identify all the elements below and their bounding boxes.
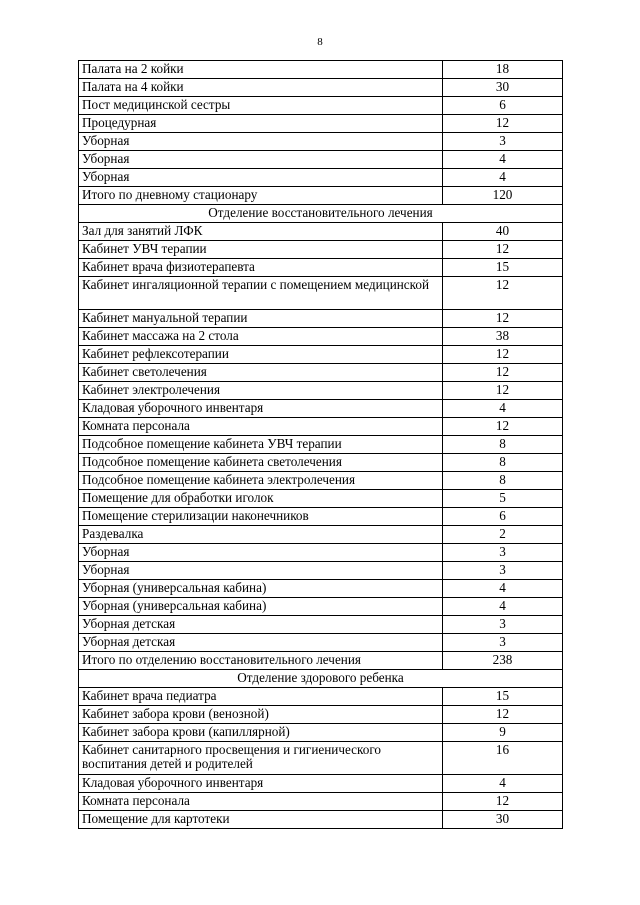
room-name: Уборная	[79, 133, 443, 151]
room-area: 4	[443, 580, 563, 598]
room-name: Кабинет электролечения	[79, 382, 443, 400]
table-row	[79, 793, 563, 811]
table-row	[79, 61, 563, 79]
room-area: 12	[443, 418, 563, 436]
table-row	[79, 490, 563, 508]
room-name: Кабинет ингаляционной терапии с помещением медицинской	[79, 277, 443, 310]
table-row	[79, 277, 563, 310]
table-row	[79, 241, 563, 259]
table-row	[79, 133, 563, 151]
room-name: Кабинет врача физиотерапевта	[79, 259, 443, 277]
room-name: Пост медицинской сестры	[79, 97, 443, 115]
table-row	[79, 544, 563, 562]
room-name: Помещение для картотеки	[79, 811, 443, 829]
room-area: 2	[443, 526, 563, 544]
table-row	[79, 364, 563, 382]
room-name: Кабинет УВЧ терапии	[79, 241, 443, 259]
room-name: Подсобное помещение кабинета УВЧ терапии	[79, 436, 443, 454]
room-area: 16	[443, 742, 563, 775]
room-name: Кабинет рефлексотерапии	[79, 346, 443, 364]
room-name: Уборная (универсальная кабина)	[79, 598, 443, 616]
room-area: 4	[443, 598, 563, 616]
room-name: Процедурная	[79, 115, 443, 133]
room-name: Уборная	[79, 544, 443, 562]
room-name: Уборная	[79, 169, 443, 187]
room-area: 40	[443, 223, 563, 241]
room-area: 38	[443, 328, 563, 346]
total-row	[79, 652, 563, 670]
room-area: 12	[443, 241, 563, 259]
room-name: Уборная	[79, 151, 443, 169]
room-area: 8	[443, 436, 563, 454]
table-row	[79, 454, 563, 472]
table-row	[79, 79, 563, 97]
room-area: 3	[443, 616, 563, 634]
table-row	[79, 562, 563, 580]
table-row	[79, 382, 563, 400]
room-area: 12	[443, 364, 563, 382]
room-area: 4	[443, 400, 563, 418]
table-row	[79, 508, 563, 526]
table-row	[79, 472, 563, 490]
section-header-row	[79, 205, 563, 223]
total-label: Итого по отделению восстановительного лечения	[79, 652, 443, 670]
room-name: Уборная	[79, 562, 443, 580]
table-row	[79, 775, 563, 793]
room-area: 12	[443, 706, 563, 724]
room-area: 12	[443, 793, 563, 811]
table-row	[79, 724, 563, 742]
section-header-row	[79, 670, 563, 688]
room-area: 12	[443, 346, 563, 364]
room-area: 15	[443, 688, 563, 706]
room-name: Палата на 2 койки	[79, 61, 443, 79]
room-name: Уборная детская	[79, 634, 443, 652]
room-area: 6	[443, 508, 563, 526]
room-area: 12	[443, 310, 563, 328]
table-row	[79, 811, 563, 829]
room-name: Кабинет санитарного просвещения и гигиенического воспитания детей и родителей	[79, 742, 443, 775]
room-area: 12	[443, 277, 563, 310]
room-area: 3	[443, 133, 563, 151]
table-row	[79, 634, 563, 652]
room-name: Кабинет массажа на 2 стола	[79, 328, 443, 346]
room-area: 3	[443, 562, 563, 580]
total-row	[79, 187, 563, 205]
room-name: Кабинет врача педиатра	[79, 688, 443, 706]
room-name: Кабинет забора крови (капиллярной)	[79, 724, 443, 742]
table-row	[79, 151, 563, 169]
rooms-table	[78, 60, 563, 829]
section-title: Отделение восстановительного лечения	[79, 205, 563, 223]
total-label: Итого по дневному стационару	[79, 187, 443, 205]
room-area: 4	[443, 775, 563, 793]
table-row	[79, 310, 563, 328]
table-row	[79, 328, 563, 346]
room-name: Подсобное помещение кабинета светолечения	[79, 454, 443, 472]
room-area: 8	[443, 472, 563, 490]
room-name: Кладовая уборочного инвентаря	[79, 775, 443, 793]
room-name: Кабинет забора крови (венозной)	[79, 706, 443, 724]
table-row	[79, 598, 563, 616]
total-area: 238	[443, 652, 563, 670]
table-row	[79, 616, 563, 634]
total-area: 120	[443, 187, 563, 205]
table-row	[79, 418, 563, 436]
table-row	[79, 223, 563, 241]
table-row	[79, 400, 563, 418]
room-area: 18	[443, 61, 563, 79]
room-name: Палата на 4 койки	[79, 79, 443, 97]
rooms-table-body	[79, 61, 563, 829]
room-area: 8	[443, 454, 563, 472]
room-area: 3	[443, 634, 563, 652]
room-name: Помещение для обработки иголок	[79, 490, 443, 508]
table-row	[79, 346, 563, 364]
room-name: Кабинет светолечения	[79, 364, 443, 382]
room-area: 15	[443, 259, 563, 277]
table-row	[79, 706, 563, 724]
room-area: 3	[443, 544, 563, 562]
room-area: 6	[443, 97, 563, 115]
room-name: Раздевалка	[79, 526, 443, 544]
room-area: 5	[443, 490, 563, 508]
table-row	[79, 688, 563, 706]
room-area: 4	[443, 151, 563, 169]
room-area: 9	[443, 724, 563, 742]
room-name: Зал для занятий ЛФК	[79, 223, 443, 241]
table-row	[79, 97, 563, 115]
table-row	[79, 526, 563, 544]
section-title: Отделение здорового ребенка	[79, 670, 563, 688]
room-area: 4	[443, 169, 563, 187]
room-name: Кладовая уборочного инвентаря	[79, 400, 443, 418]
room-name: Комната персонала	[79, 793, 443, 811]
room-name: Уборная (универсальная кабина)	[79, 580, 443, 598]
table-row	[79, 259, 563, 277]
page-number: 8	[317, 36, 323, 48]
room-area: 30	[443, 811, 563, 829]
table-row	[79, 580, 563, 598]
table-row	[79, 436, 563, 454]
table-row	[79, 169, 563, 187]
room-name: Кабинет мануальной терапии	[79, 310, 443, 328]
table-row	[79, 742, 563, 775]
room-name: Подсобное помещение кабинета электролечения	[79, 472, 443, 490]
room-name: Комната персонала	[79, 418, 443, 436]
room-area: 12	[443, 115, 563, 133]
room-area: 12	[443, 382, 563, 400]
table-row	[79, 115, 563, 133]
room-name: Помещение стерилизации наконечников	[79, 508, 443, 526]
room-area: 30	[443, 79, 563, 97]
room-name: Уборная детская	[79, 616, 443, 634]
